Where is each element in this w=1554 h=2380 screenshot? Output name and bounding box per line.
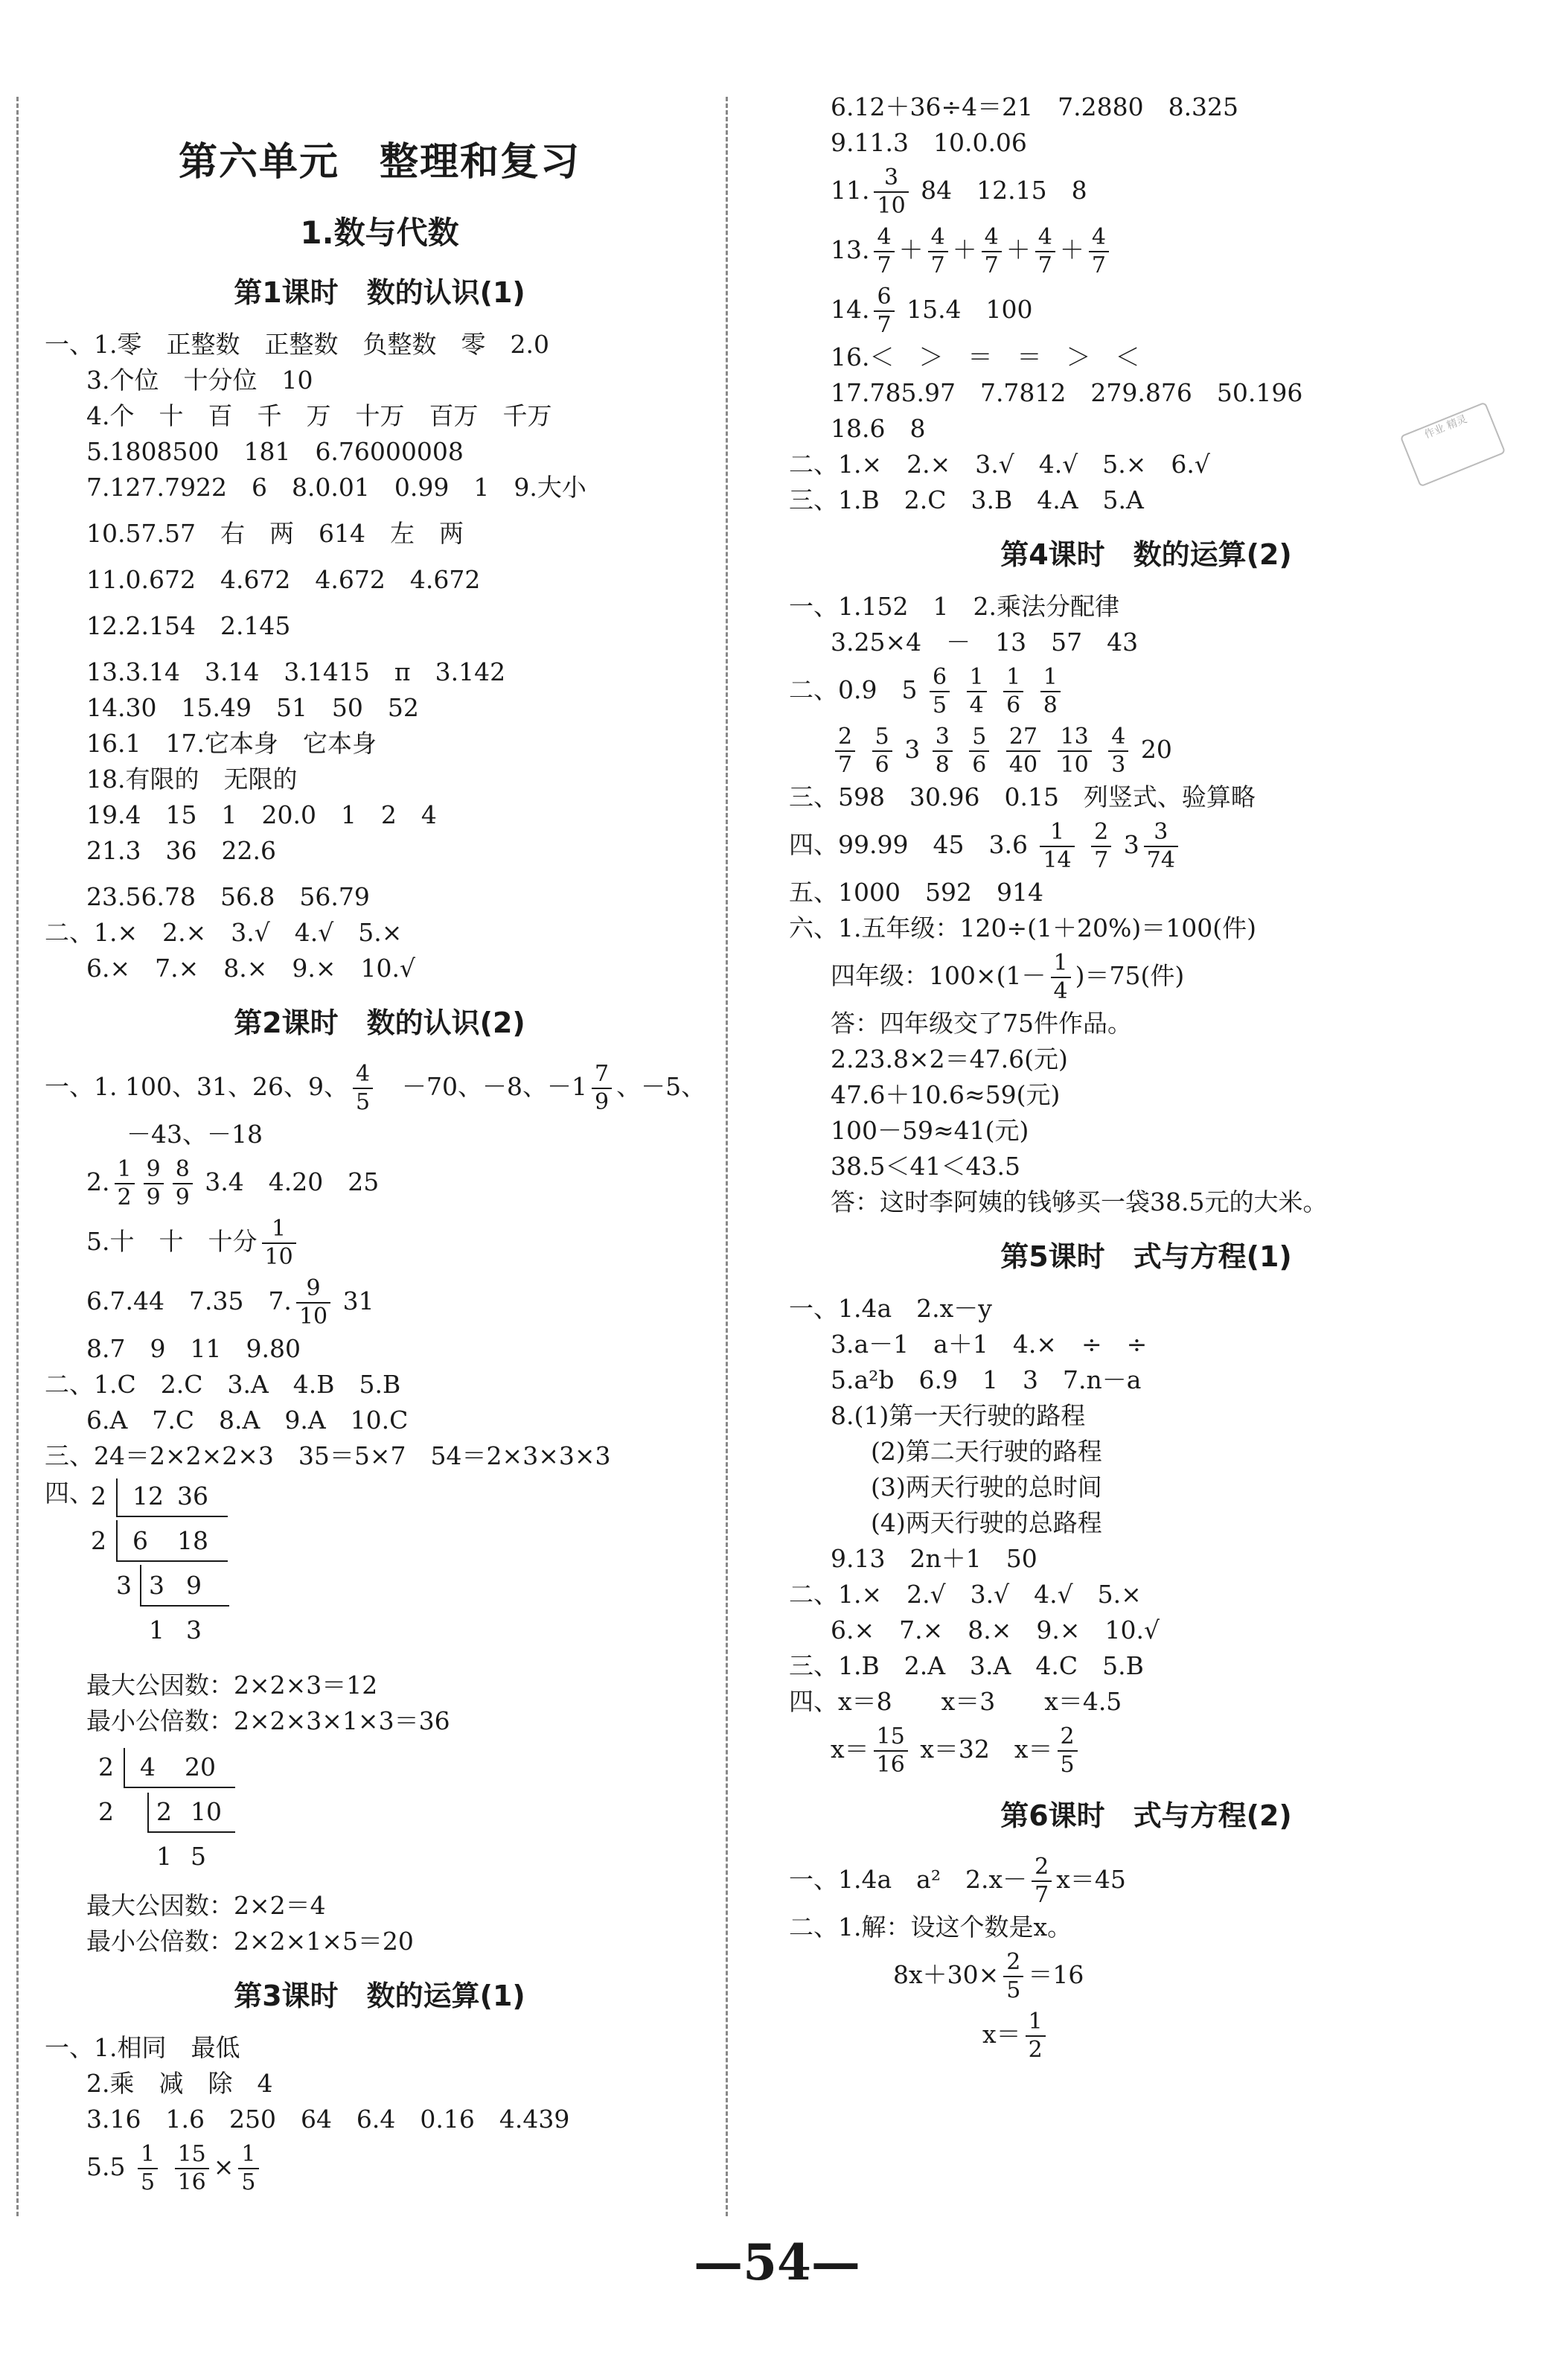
lesson3-answers bbox=[45, 2030, 714, 2197]
answer-line: 二、1.× 2.√ 3.√ 4.√ 5.× bbox=[789, 1580, 1142, 1609]
answer-line: 一、1.152 1 2.乘法分配律 bbox=[789, 592, 1119, 621]
fraction: $\frac{1}{2}$ bbox=[1026, 2009, 1046, 2064]
lesson1-title: 第1课时 数的认识(1) bbox=[234, 276, 525, 309]
answer-line: 3.16 1.6 250 64 6.4 0.16 4.439 bbox=[86, 2105, 570, 2134]
fraction: $\frac{4}{7}$ bbox=[1035, 224, 1055, 279]
fraction: $\frac{2}{7}$ bbox=[835, 724, 855, 779]
answer-line: 6.A 7.C 8.A 9.A 10.C bbox=[86, 1406, 409, 1435]
fraction: $\frac{4}{5}$ bbox=[353, 1061, 373, 1116]
answer-line: 2.23.8×2＝47.6(元) bbox=[831, 1044, 1068, 1073]
fraction: $\frac{13}{10}$ bbox=[1058, 724, 1092, 779]
fraction: $\frac{15}{16}$ bbox=[175, 2141, 209, 2196]
unit-title: 第六单元 整理和复习 bbox=[178, 139, 581, 185]
answer-line: x＝ $\frac{15}{16}$ x＝32 x＝ $\frac{2}{5}$ bbox=[789, 1720, 1503, 1779]
fraction: $\frac{9}{9}$ bbox=[144, 1156, 164, 1211]
fraction: $\frac{1}{6}$ bbox=[1003, 664, 1023, 719]
fraction: $\frac{2}{7}$ bbox=[1091, 819, 1111, 874]
gcd-line: 最大公因数：2×2×3＝12 bbox=[86, 1671, 378, 1700]
answer-line: 18.6 8 bbox=[831, 414, 926, 443]
answer-line: 16.1 17.它本身 它本身 bbox=[86, 729, 377, 758]
lcm-line: 最小公倍数：2×2×1×5＝20 bbox=[86, 1927, 414, 1956]
solution-line: x＝ $\frac{1}{2}$ bbox=[789, 2005, 1503, 2064]
answer-line: 五、1000 592 914 bbox=[789, 878, 1043, 907]
answer-line: 3.a－1 a＋1 4.× ÷ ÷ bbox=[831, 1330, 1148, 1359]
lesson3-title: 第3课时 数的运算(1) bbox=[234, 1979, 525, 2012]
answer-line: 4.个 十 百 千 万 十万 百万 千万 bbox=[86, 401, 552, 430]
answer-line: 三、598 30.96 0.15 列竖式、验算略 bbox=[789, 782, 1256, 811]
lesson1-answers bbox=[45, 327, 714, 986]
fraction: $\frac{1}{14}$ bbox=[1040, 819, 1074, 874]
answer-line: 11.0.672 4.672 4.672 4.672 bbox=[86, 565, 481, 594]
fraction: $\frac{1}{5}$ bbox=[138, 2141, 158, 2196]
answer-line: 23.56.78 56.8 56.79 bbox=[86, 882, 370, 911]
answer-line: 三、24＝2×2×2×3 35＝5×7 54＝2×3×3×3 bbox=[45, 1441, 611, 1470]
fraction: $\frac{4}{3}$ bbox=[1108, 724, 1128, 779]
short-division-ladder-1: 四、 2 12 36 2 6 18 3 3 9 1 3 bbox=[45, 1474, 714, 1668]
answer-line: －43、－18 bbox=[127, 1120, 263, 1149]
answer-line: 二、1.解：设这个数是x。 bbox=[789, 1912, 1072, 1942]
answer-line: 8.(1)第一天行驶的路程 bbox=[831, 1401, 1086, 1430]
lesson6-title: 第6课时 式与方程(2) bbox=[1000, 1799, 1292, 1832]
answer-line: 47.6＋10.6≈59(元) bbox=[831, 1080, 1061, 1109]
fraction: $\frac{4}{7}$ bbox=[874, 224, 894, 279]
answer-line: 6.× 7.× 8.× 9.× 10.√ bbox=[86, 954, 416, 983]
answer-line: 14.30 15.49 51 50 52 bbox=[86, 693, 419, 722]
section-title: 1.数与代数 bbox=[300, 214, 459, 251]
equation-line: 8x＋30× $\frac{2}{5}$ ＝16 bbox=[893, 1949, 1084, 2003]
lcm-line: 最小公倍数：2×2×3×1×3＝36 bbox=[86, 1706, 450, 1735]
answer-line: 3.个位 十分位 10 bbox=[86, 366, 313, 395]
lesson4-title: 第4课时 数的运算(2) bbox=[1000, 538, 1292, 571]
answer-line: 3.25×4 － 13 57 43 bbox=[831, 628, 1139, 657]
answer-line: 16.＜ ＞ ＝ ＝ ＞ ＜ bbox=[831, 342, 1140, 371]
answer-line: 四、99.99 45 3.6 $\frac{1}{14}$ $\frac{2}{7}$ 3 $\frac{3}{74}$ bbox=[789, 815, 1503, 875]
answer-line: 三、1.B 2.A 3.A 4.C 5.B bbox=[789, 1651, 1144, 1680]
answer-line: 10.57.57 右 两 614 左 两 bbox=[86, 519, 464, 548]
answer-line: 19.4 15 1 20.0 1 2 4 bbox=[86, 800, 437, 829]
fraction: $\frac{4}{7}$ bbox=[1089, 224, 1109, 279]
answer-line: 5.a²b 6.9 1 3 7.n－a bbox=[831, 1365, 1142, 1394]
answer-line: 答：这时李阿姨的钱够买一袋38.5元的大米。 bbox=[831, 1187, 1328, 1216]
answer-line: (3)两天行驶的总时间 bbox=[871, 1473, 1102, 1502]
answer-line: 一、1.零 正整数 正整数 负整数 零 2.0 bbox=[45, 330, 549, 359]
answer-line: 9.11.3 10.0.06 bbox=[831, 128, 1027, 157]
answer-line: 11. $\frac{3}{10}$ 84 12.15 8 bbox=[831, 165, 1087, 219]
answer-line: 二、1.× 2.× 3.√ 4.√ 5.× bbox=[45, 918, 403, 947]
answer-line: 一、1.4a 2.x－y bbox=[789, 1294, 992, 1323]
answer-line: 6.× 7.× 8.× 9.× 10.√ bbox=[831, 1615, 1160, 1644]
lesson6-answers bbox=[789, 1850, 1503, 2064]
left-column bbox=[45, 89, 714, 2197]
answer-line: 5.1808500 181 6.76000008 bbox=[86, 437, 464, 466]
answer-line: 2. $\frac{1}{2}$ $\frac{9}{9}$ $\frac{8}{9}$ 3.4 4.20 25 bbox=[86, 1156, 380, 1210]
answer-line: 四、x＝8 x＝3 x＝4.5 bbox=[789, 1687, 1122, 1716]
answer-line: 六、1.五年级：120÷(1＋20%)＝100(件) bbox=[789, 913, 1256, 942]
answer-line: 14. $\frac{6}{7}$ 15.4 100 bbox=[831, 284, 1033, 338]
fraction: $\frac{1}{5}$ bbox=[238, 2141, 258, 2196]
answer-line: 13.3.14 3.14 3.1415 π 3.142 bbox=[86, 657, 506, 686]
fraction: $\frac{1}{4}$ bbox=[1051, 950, 1071, 1005]
answer-line: 二、1.× 2.× 3.√ 4.√ 5.× 6.√ bbox=[789, 450, 1210, 479]
lesson4-answers bbox=[789, 589, 1503, 1220]
answer-line: 8.7 9 11 9.80 bbox=[86, 1334, 301, 1363]
section-label: 四、 bbox=[45, 1478, 94, 1508]
answer-line: $\frac{2}{7}$ $\frac{5}{6}$ 3 $\frac{3}{8}$ $\frac{5}{6}$ $\frac{27}{40}$ $\frac{13}{10}$ $\frac{4}{3}$ 20 bbox=[789, 720, 1503, 779]
fraction: $\frac{4}{7}$ bbox=[928, 224, 948, 279]
answer-line: 9.13 2n＋1 50 bbox=[831, 1544, 1037, 1573]
fraction: $\frac{2}{7}$ bbox=[1032, 1854, 1052, 1909]
answer-line: 2.乘 减 除 4 bbox=[86, 2069, 273, 2098]
answer-line: 答：四年级交了75件作品。 bbox=[831, 1009, 1132, 1038]
answer-line: 100－59≈41(元) bbox=[831, 1116, 1029, 1145]
page-number: —54— bbox=[694, 2233, 860, 2291]
fraction: $\frac{9}{10}$ bbox=[296, 1275, 330, 1330]
answer-line: 5.5 $\frac{1}{5}$ $\frac{15}{16}$ × $\frac{1}{5}$ bbox=[45, 2137, 714, 2197]
answer-line: 17.785.97 7.7812 279.876 50.196 bbox=[831, 378, 1303, 407]
watermark-stamp: 作业 精灵 bbox=[1400, 401, 1506, 487]
fraction: $\frac{1}{2}$ bbox=[115, 1156, 135, 1211]
fraction: $\frac{27}{40}$ bbox=[1006, 724, 1040, 779]
fraction: $\frac{6}{7}$ bbox=[874, 284, 894, 339]
lesson5-title: 第5课时 式与方程(1) bbox=[1000, 1240, 1292, 1273]
fraction: $\frac{3}{74}$ bbox=[1144, 819, 1178, 874]
answer-line: (4)两天行驶的总路程 bbox=[871, 1508, 1102, 1537]
answer-line: 38.5＜41＜43.5 bbox=[831, 1152, 1020, 1181]
fraction: $\frac{3}{10}$ bbox=[874, 165, 908, 220]
answer-line: 13. $\frac{4}{7}$ ＋ $\frac{4}{7}$ ＋ $\frac{4}{7}$ ＋ $\frac{4}{7}$ ＋ $\frac{4}{7}$ bbox=[789, 220, 1503, 280]
answer-line: 二、0.9 5 $\frac{6}{5}$ $\frac{1}{4}$ $\frac{1}{6}$ $\frac{1}{8}$ bbox=[789, 660, 1503, 720]
answer-line: 12.2.154 2.145 bbox=[86, 611, 291, 640]
answer-line: 三、1.B 2.C 3.B 4.A 5.A bbox=[789, 485, 1144, 514]
right-column bbox=[789, 89, 1503, 2064]
fraction: $\frac{1}{8}$ bbox=[1040, 664, 1061, 719]
fraction: $\frac{1}{10}$ bbox=[262, 1216, 296, 1271]
answer-line: 21.3 36 22.6 bbox=[86, 836, 276, 865]
gcd-line: 最大公因数：2×2＝4 bbox=[86, 1891, 326, 1920]
lesson2-title: 第2课时 数的认识(2) bbox=[234, 1006, 525, 1039]
short-division-ladder-2: 2 4 20 2 2 10 1 5 bbox=[45, 1739, 714, 1888]
fraction: $\frac{1}{4}$ bbox=[967, 664, 987, 719]
answer-line: 18.有限的 无限的 bbox=[86, 765, 298, 794]
fraction: $\frac{8}{9}$ bbox=[173, 1156, 193, 1211]
answer-line: 6.12＋36÷4＝21 7.2880 8.325 bbox=[831, 92, 1239, 121]
answer-line: 四年级：100×(1－ $\frac{1}{4}$ )＝75(件) bbox=[831, 950, 1185, 1004]
answer-line: (2)第二天行驶的路程 bbox=[871, 1437, 1102, 1466]
fraction: $\frac{15}{16}$ bbox=[874, 1723, 908, 1778]
answer-line: 一、1.4a a² 2.x－ $\frac{2}{7}$ x＝45 bbox=[789, 1854, 1126, 1908]
answer-line: 6.7.44 7.35 7. $\frac{9}{10}$ 31 bbox=[86, 1275, 374, 1330]
fraction: $\frac{2}{5}$ bbox=[1058, 1723, 1078, 1778]
fraction: $\frac{7}{9}$ bbox=[592, 1061, 612, 1116]
lesson5-answers bbox=[789, 1291, 1503, 1779]
answer-line: 一、1.相同 最低 bbox=[45, 2033, 240, 2062]
fraction: $\frac{2}{5}$ bbox=[1003, 1949, 1023, 2004]
fraction: $\frac{6}{5}$ bbox=[930, 664, 950, 719]
left-margin-rule bbox=[16, 97, 19, 2216]
lesson3-continued bbox=[789, 89, 1503, 518]
column-divider bbox=[726, 97, 728, 2216]
fraction: $\frac{4}{7}$ bbox=[982, 224, 1002, 279]
fraction: $\frac{3}{8}$ bbox=[933, 724, 953, 779]
fraction: $\frac{5}{6}$ bbox=[969, 724, 989, 779]
answer-line: 二、1.C 2.C 3.A 4.B 5.B bbox=[45, 1370, 401, 1399]
answer-line: 一、1. 100、31、26、9、 $\frac{4}{5}$ －70、－8、－1 $\frac{7}{9}$ 、－5、 bbox=[45, 1061, 706, 1115]
fraction: $\frac{5}{6}$ bbox=[872, 724, 892, 779]
answer-line: 7.127.7922 6 8.0.01 0.99 1 9.大小 bbox=[86, 473, 586, 502]
answer-line: 5.十 十 十分 $\frac{1}{10}$ bbox=[45, 1212, 714, 1272]
lesson2-answers bbox=[45, 1057, 714, 1959]
